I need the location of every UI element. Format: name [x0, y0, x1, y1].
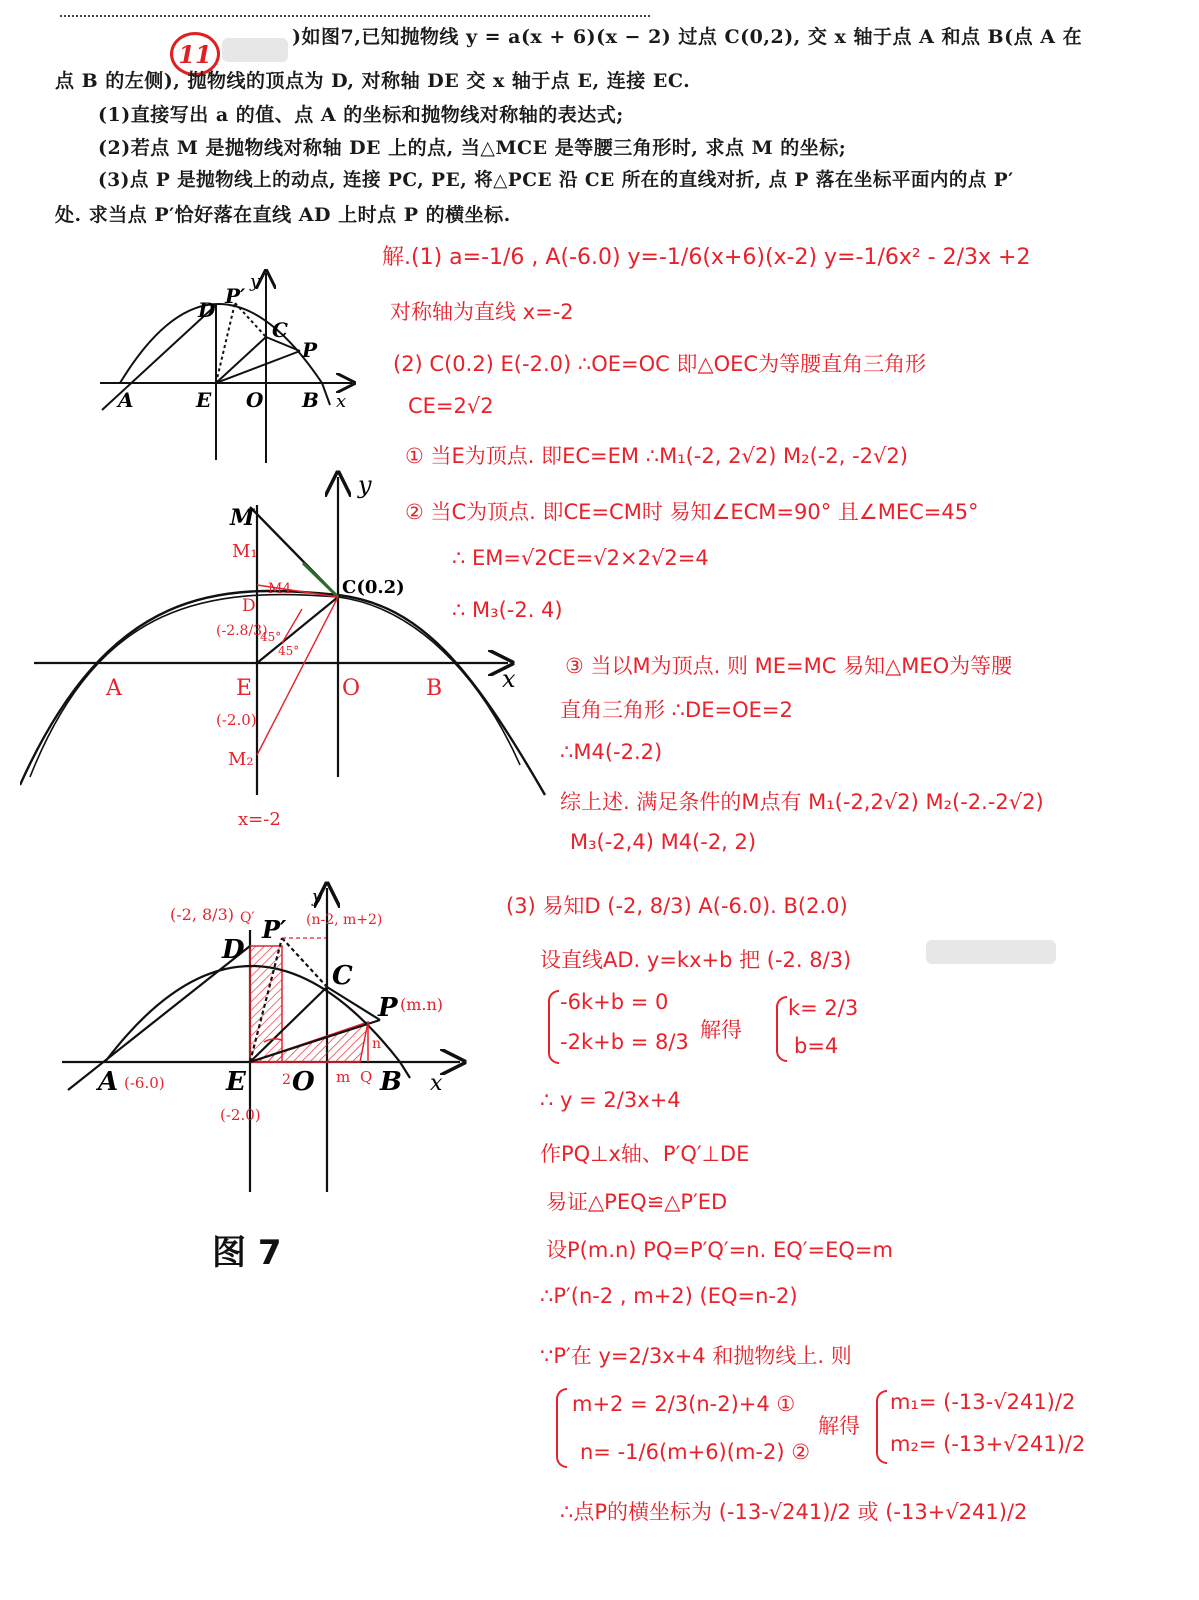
solution-set-p: 设P(m.n) PQ=P′Q′=n. EQ′=EQ=m — [546, 1238, 893, 1262]
fig1-label-Pprime: P′ — [225, 284, 246, 308]
solution-ce: CE=2√2 — [408, 394, 494, 418]
fig2-label-x: x — [502, 665, 516, 693]
solution-em: ∴ EM=√2CE=√2×2√2=4 — [452, 546, 709, 570]
fig2-label-M1: M₁ — [232, 541, 258, 562]
fig2-label-D: D — [242, 596, 256, 616]
fig3-label-Pprime-coord: (n-2, m+2) — [306, 912, 383, 928]
fig3-label-n: n — [372, 1036, 382, 1052]
fig3-label-D: D — [222, 935, 245, 965]
fig2-label-M4: M4 — [268, 581, 292, 597]
fig3-label-A-coord: (-6.0) — [124, 1074, 165, 1092]
system-brace-3 — [556, 1388, 567, 1468]
question-3-line-2: 处. 求当点 P′恰好落在直线 AD 上时点 P 的横坐标. — [55, 204, 511, 226]
solution-m3: ∴ M₃(-2. 4) — [452, 598, 563, 622]
fig3-label-O: O — [292, 1067, 315, 1097]
solution-construct: 作PQ⊥x轴、P′Q′⊥DE — [540, 1142, 750, 1166]
fig3-label-P-coord: (m.n) — [400, 995, 444, 1014]
system-brace-2 — [776, 996, 787, 1062]
fig3-label-two: 2 — [282, 1072, 291, 1088]
fig1-label-C: C — [272, 318, 288, 342]
fig3-label-m: m — [336, 1068, 351, 1086]
fig2-label-M: M — [230, 505, 255, 531]
fig1-label-O: O — [246, 388, 264, 412]
fig3-label-Pprime: P′ — [262, 915, 287, 944]
solution-case-2: ② 当C为顶点. 即CE=CM时 易知∠ECM=90° 且∠MEC=45° — [405, 500, 979, 524]
problem-line-2: 点 B 的左侧), 抛物线的顶点为 D, 对称轴 DE 交 x 轴于点 E, 连接 EC. — [55, 70, 691, 92]
fig3-label-A: A — [98, 1067, 119, 1097]
solution-part-3: (3) 易知D (-2, 8/3) A(-6.0). B(2.0) — [506, 894, 848, 918]
solution-summary-2: M₃(-2,4) M4(-2, 2) — [570, 830, 757, 854]
solution-case-1: ① 当E为顶点. 即EC=EM ∴M₁(-2, 2√2) M₂(-2, -2√2) — [405, 444, 908, 468]
fig1-label-y: y — [250, 271, 261, 292]
fig3-label-Q: Q — [360, 1068, 373, 1086]
fig1-label-P: P — [302, 338, 318, 362]
fig3-label-E: E — [226, 1067, 246, 1097]
system-brace-4 — [876, 1390, 887, 1464]
solution-b: b=4 — [794, 1034, 839, 1058]
fig2-label-E: E — [236, 676, 253, 701]
system-1-eq-1: -6k+b = 0 — [560, 990, 669, 1014]
fig2-label-C: C(0.2) — [342, 577, 405, 598]
question-1: (1)直接写出 a 的值、点 A 的坐标和抛物线对称轴的表达式; — [98, 104, 624, 126]
fig2-label-B: B — [426, 676, 443, 701]
solution-part-2: (2) C(0.2) E(-2.0) ∴OE=OC 即△OEC为等腰直角三角形 — [393, 352, 927, 376]
solution-congruent: 易证△PEQ≌△P′ED — [546, 1190, 728, 1214]
fig3-label-y: y — [312, 886, 323, 907]
fig1-label-D: D — [198, 298, 216, 322]
fig1-label-x: x — [336, 391, 347, 412]
system-1-eq-2: -2k+b = 8/3 — [560, 1030, 689, 1054]
fig3-label-B: B — [380, 1067, 402, 1097]
fig3-label-x: x — [430, 1071, 443, 1096]
redacted-note — [926, 940, 1056, 964]
solution-m2: m₂= (-13+√241)/2 — [890, 1432, 1086, 1456]
question-2: (2)若点 M 是抛物线对称轴 DE 上的点, 当△MCE 是等腰三角形时, 求点 M 的坐标; — [98, 137, 847, 159]
fig1-label-B: B — [302, 388, 319, 412]
system-1-solved: 解得 — [700, 1018, 742, 1042]
fig2-label-A: A — [106, 676, 122, 701]
fig1-label-E: E — [196, 388, 212, 412]
system-2-eq-2: n= -1/6(m+6)(m-2) ② — [580, 1440, 811, 1464]
solution-line-eq: ∴ y = 2/3x+4 — [540, 1088, 681, 1112]
redacted-source — [222, 38, 288, 62]
fig3-label-D-coord: (-2, 8/3) — [170, 905, 234, 924]
fig3-label-Qprime: Q′ — [240, 910, 255, 926]
system-2-solved: 解得 — [818, 1414, 860, 1438]
top-dotted-rule — [60, 15, 650, 17]
problem-line-1: )如图7,已知抛物线 y = a(x + 6)(x − 2) 过点 C(0,2), 交 x 轴于点 A 和点 B(点 A 在 — [292, 26, 1083, 48]
fig3-label-P: P — [378, 993, 398, 1023]
figure-caption: 图 7 — [212, 1233, 282, 1273]
solution-k: k= 2/3 — [788, 996, 859, 1020]
fig2-label-O: O — [342, 676, 361, 701]
solution-axis: 对称轴为直线 x=-2 — [390, 300, 574, 324]
solution-summary-1: 综上述. 满足条件的M点有 M₁(-2,2√2) M₂(-2.-2√2) — [560, 790, 1044, 814]
fig2-angle-1: 45° — [260, 630, 282, 644]
system-brace-1 — [548, 990, 559, 1064]
figure-3 — [50, 880, 480, 1200]
fig1-label-A: A — [118, 388, 134, 412]
solution-on-line: ∵P′在 y=2/3x+4 和抛物线上. 则 — [540, 1344, 852, 1368]
solution-final-answer: ∴点P的横坐标为 (-13-√241)/2 或 (-13+√241)/2 — [560, 1500, 1028, 1524]
fig3-label-E-coord: (-2.0) — [220, 1106, 261, 1124]
solution-de: 直角三角形 ∴DE=OE=2 — [560, 698, 793, 722]
question-3-line-1: (3)点 P 是抛物线上的动点, 连接 PC, PE, 将△PCE 沿 CE 所在的直线对折, 点 P 落在坐标平面内的点 P′ — [98, 170, 1014, 191]
problem-number-badge: 11 — [170, 32, 220, 76]
solution-m1: m₁= (-13-√241)/2 — [890, 1390, 1076, 1414]
fig3-label-C: C — [332, 961, 353, 991]
solution-part-1: 解.(1) a=-1/6 , A(-6.0) y=-1/6(x+6)(x-2) y=-1/6x² - 2/3x +2 — [382, 245, 1031, 270]
system-2-eq-1: m+2 = 2/3(n-2)+4 ① — [572, 1392, 796, 1416]
solution-m4: ∴M4(-2.2) — [560, 740, 663, 764]
solution-pprime: ∴P′(n-2 , m+2) (EQ=n-2) — [540, 1284, 798, 1308]
figure-1 — [90, 265, 360, 465]
fig2-angle-2: 45° — [278, 644, 300, 658]
solution-case-3: ③ 当以M为顶点. 则 ME=MC 易知△MEO为等腰 — [565, 654, 1013, 678]
fig2-label-y: y — [358, 471, 372, 499]
fig2-label-M2: M₂ — [228, 749, 254, 770]
fig2-axis-label: x=-2 — [238, 809, 281, 830]
fig2-label-D-coord: (-2.8/3) — [216, 623, 268, 639]
fig2-label-E-coord: (-2.0) — [216, 711, 257, 729]
solution-line-ad: 设直线AD. y=kx+b 把 (-2. 8/3) — [540, 948, 852, 972]
